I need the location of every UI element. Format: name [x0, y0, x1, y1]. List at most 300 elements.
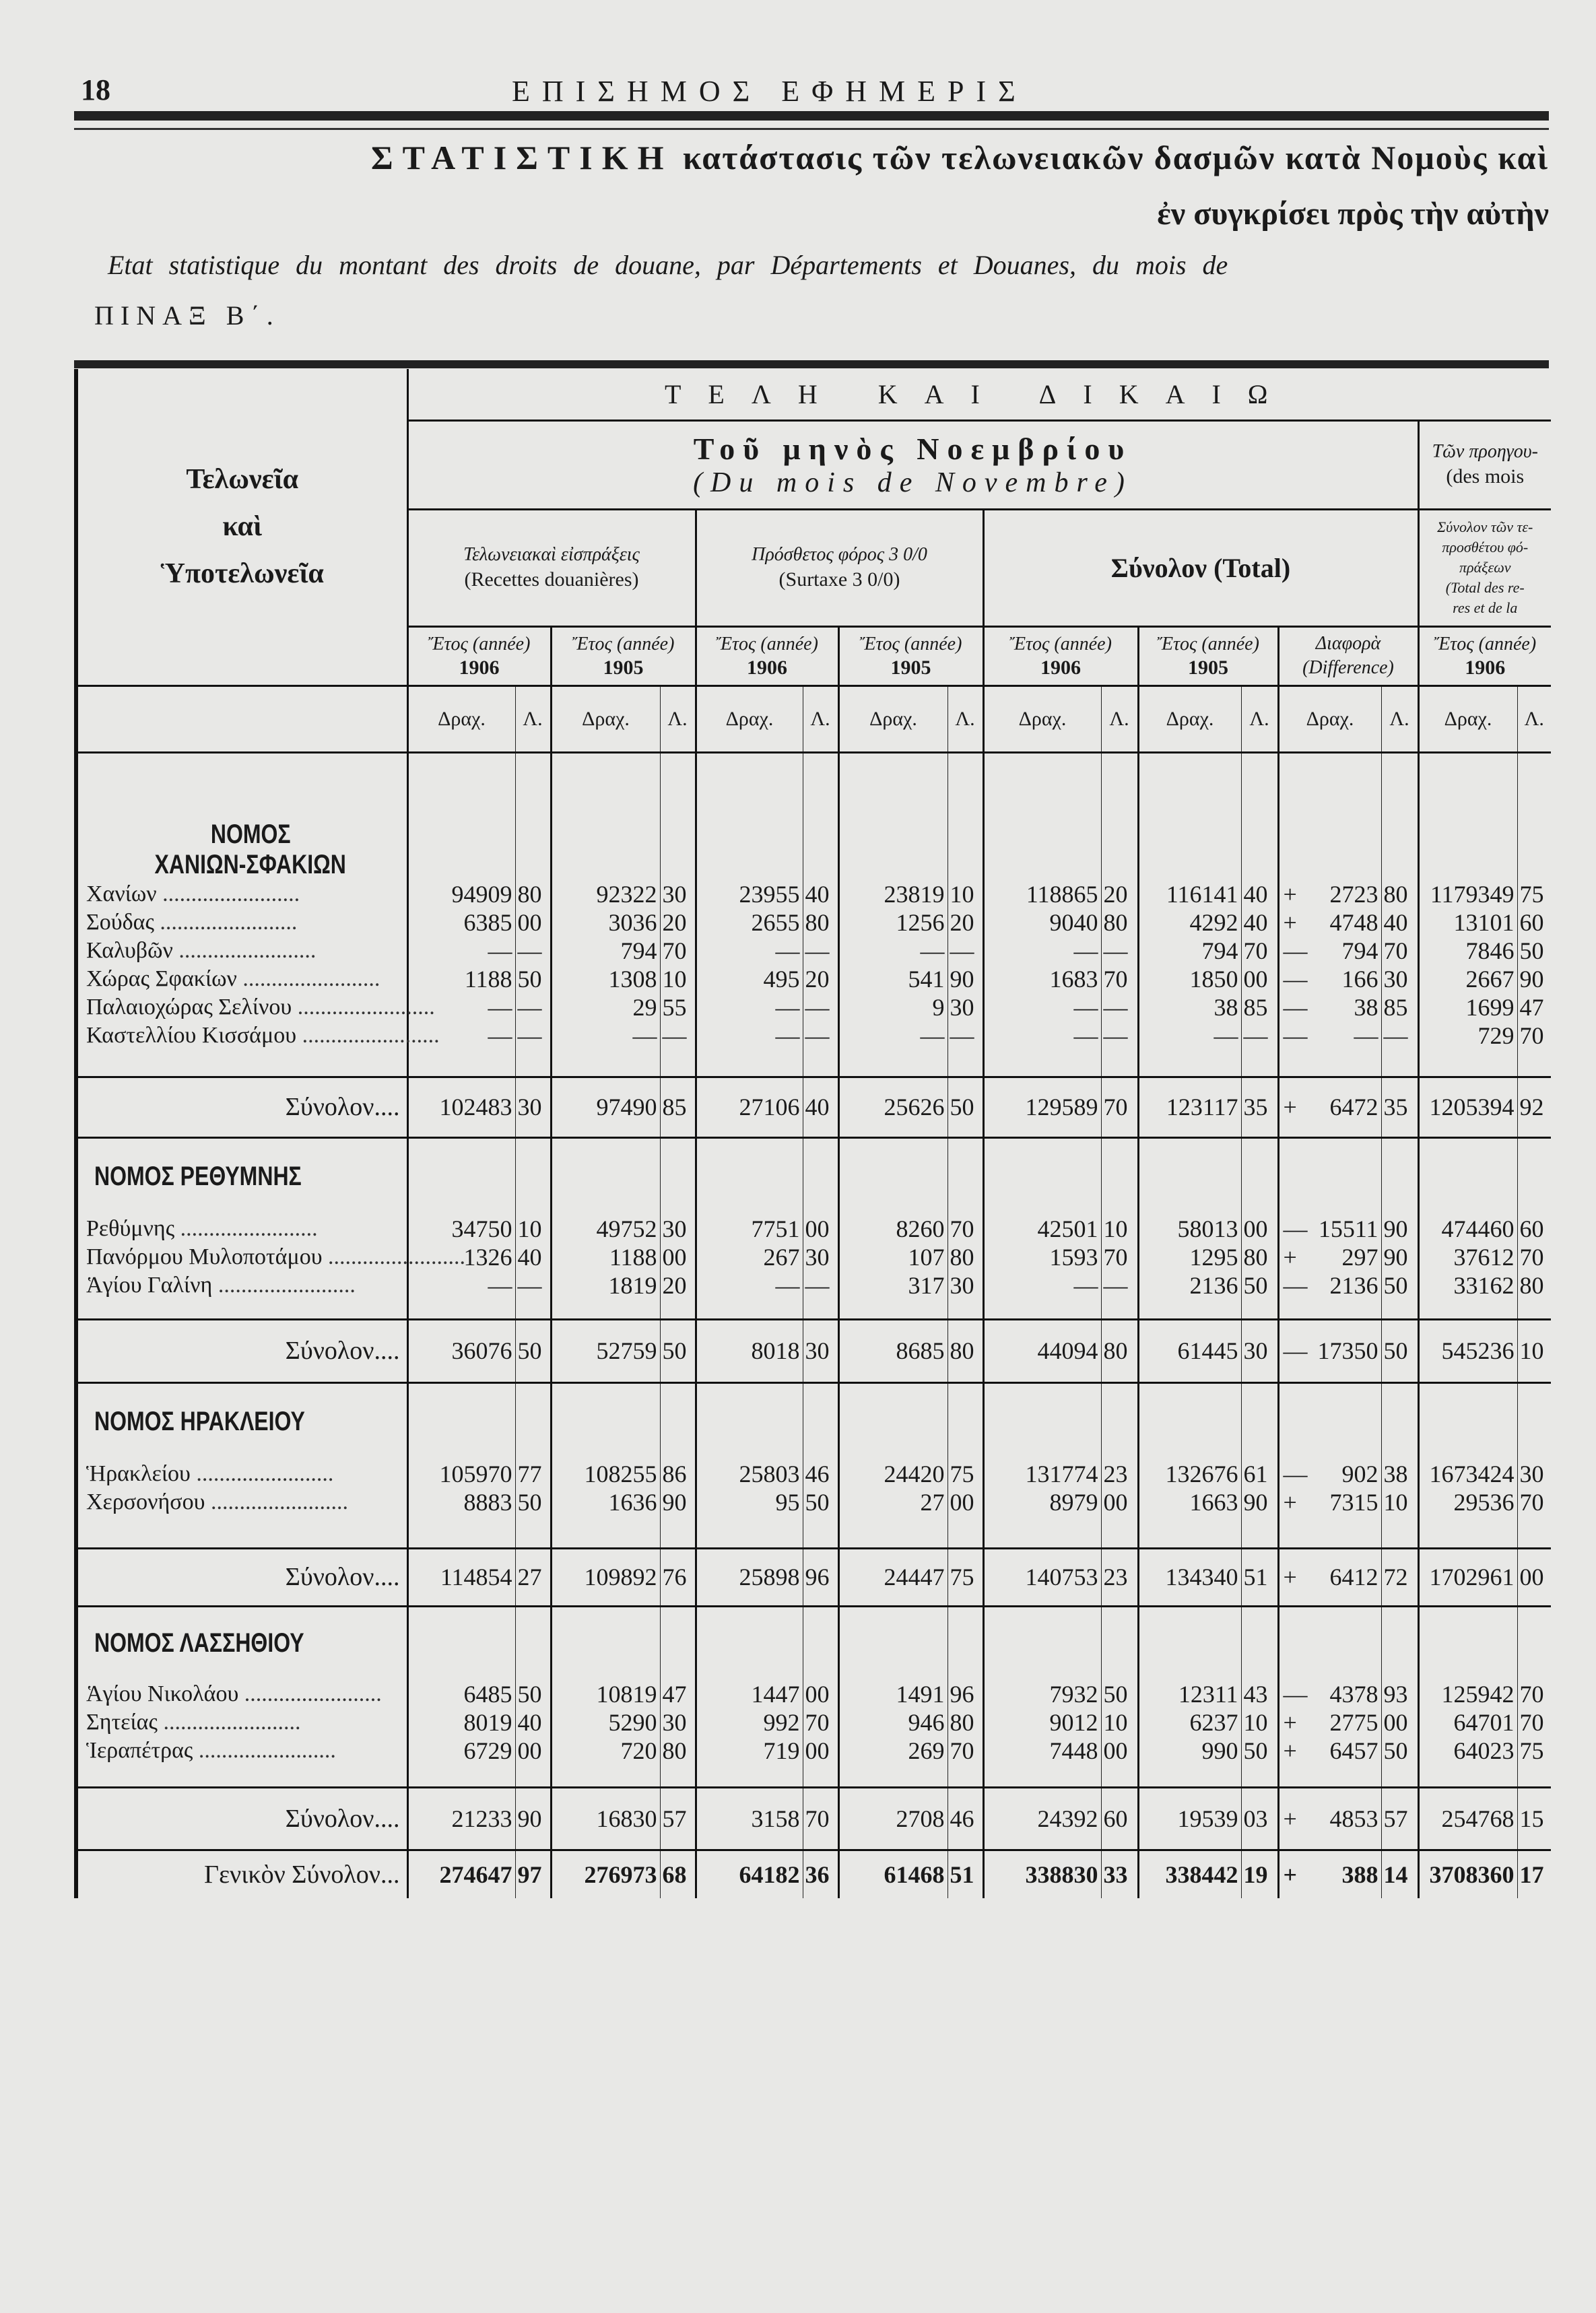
- lepta-cell: 10: [1517, 1319, 1551, 1382]
- header-offices-line: Τελωνεῖα: [186, 464, 299, 496]
- lepta-cell: 80: [947, 1708, 983, 1737]
- spacer-cell: [983, 1765, 1101, 1787]
- header-year: [838, 626, 983, 685]
- leader-dots: ........................: [292, 995, 435, 1019]
- lepta-cell: 70: [947, 1215, 983, 1243]
- lepta-cell: 00: [660, 1243, 696, 1271]
- drachma-cell: 27106: [696, 1077, 803, 1137]
- spacer-cell: [660, 1137, 696, 1215]
- lepta-cell: 90: [947, 965, 983, 993]
- spacer-cell: [515, 752, 551, 880]
- table-row: [76, 1243, 1551, 1271]
- lepta-cell: 60: [1101, 1787, 1138, 1850]
- difference-sign: —: [1283, 1337, 1308, 1364]
- lepta-cell: 75: [1519, 881, 1544, 908]
- drachma-cell: 254768: [1418, 1787, 1517, 1850]
- header-group-total: Σύνολον (Total): [983, 509, 1418, 626]
- spacer-cell: [947, 1765, 983, 1787]
- spacer-cell: [1101, 1050, 1138, 1077]
- section-title-row: [76, 752, 1551, 880]
- lepta-cell: 50: [515, 1488, 551, 1516]
- lepta-cell: 76: [660, 1548, 696, 1606]
- spacer-cell: [660, 1516, 696, 1548]
- table-row: [76, 908, 1551, 937]
- table-row: [76, 993, 1551, 1021]
- lepta-cell: —: [660, 1021, 696, 1050]
- lepta-cell: 60: [1519, 1215, 1544, 1242]
- header-year: [983, 626, 1138, 685]
- header-group-receipts: [407, 509, 696, 626]
- difference-sign: —: [1283, 937, 1308, 964]
- drachma-cell: 794: [551, 937, 660, 965]
- drachma-cell: 269: [838, 1737, 947, 1765]
- drachma-cell: 12311: [1138, 1680, 1241, 1708]
- spacer-cell: [1381, 1516, 1418, 1548]
- lepta-cell: 92: [1517, 1077, 1551, 1137]
- year-label: Ἔτος (année): [716, 634, 818, 655]
- lepta-cell: 00: [803, 1680, 838, 1708]
- drachma-cell: 24420: [838, 1460, 947, 1488]
- difference-sign: +: [1283, 881, 1297, 908]
- lepta-cell: 20: [803, 965, 838, 993]
- lepta-cell: 46: [947, 1787, 983, 1850]
- lepta-cell: 85: [1381, 993, 1418, 1021]
- lepta-cell: 75: [947, 1460, 983, 1488]
- section-title-row: [76, 1606, 1551, 1680]
- lepta-cell: 80: [947, 1319, 983, 1382]
- drachma-cell: 61468: [838, 1850, 947, 1898]
- french-title: Etat statistique du montant des droits de douane, par Départements et Douanes, du mois de: [108, 250, 1228, 280]
- spacer-cell: [1138, 1382, 1241, 1460]
- drachma-cell: 29: [551, 993, 660, 1021]
- lepta-cell: 46: [803, 1460, 838, 1488]
- table-row: [76, 1680, 1551, 1708]
- lepta-cell: 57: [1381, 1787, 1418, 1850]
- lepta-cell: 70: [1519, 1489, 1544, 1516]
- spacer-cell: [803, 1050, 838, 1077]
- lepta-cell: —: [803, 1271, 838, 1300]
- unit-lepta: Λ.: [1381, 685, 1418, 752]
- drachma-cell: 7751: [696, 1215, 803, 1243]
- spacer-cell: [1381, 1765, 1418, 1787]
- spacer-cell: [803, 1765, 838, 1787]
- drachma-cell: 495: [696, 965, 803, 993]
- drachma-cell: 794: [1138, 937, 1241, 965]
- spacer-cell: [1101, 1137, 1138, 1215]
- header-offices: [76, 369, 407, 685]
- lepta-cell: 80: [1101, 1319, 1138, 1382]
- lepta-cell: 43: [1241, 1680, 1278, 1708]
- drachma-cell: 49752: [551, 1215, 660, 1243]
- difference-value: 2136: [1329, 1272, 1378, 1299]
- difference-drachma: [1278, 937, 1381, 965]
- spacer-cell: [1241, 1050, 1278, 1077]
- lepta-cell: 00: [515, 1737, 551, 1765]
- drachma-cell: 6485: [407, 1680, 515, 1708]
- office-name: [76, 993, 435, 1021]
- total-label-text: Σύνολον: [285, 1804, 374, 1833]
- spacer-cell: [1278, 1137, 1381, 1215]
- difference-drachma: [1278, 1460, 1381, 1488]
- difference-sign: +: [1283, 1737, 1297, 1764]
- lepta-cell: 30: [947, 1271, 983, 1300]
- spacer-cell: [983, 1050, 1101, 1077]
- lepta-cell: 80: [1519, 1272, 1544, 1299]
- header-year: [1418, 626, 1551, 685]
- lepta-cell: 40: [1241, 908, 1278, 937]
- difference-sign: +: [1283, 1861, 1298, 1888]
- group-fr: (Recettes douanières): [464, 568, 639, 591]
- lepta-cell: 10: [1101, 1215, 1138, 1243]
- spacer-cell: [407, 1765, 515, 1787]
- lepta-cell: 00: [1241, 965, 1278, 993]
- total-label-text: Σύνολον: [285, 1337, 374, 1365]
- drachma-cell: 545236: [1418, 1319, 1517, 1382]
- drachma-cell: 3036: [551, 908, 660, 937]
- header-month-gr: Τοῦ μηνὸς Νοεμβρίου: [693, 431, 1133, 466]
- difference-drachma: [1278, 1319, 1381, 1382]
- drachma-cell: 25626: [838, 1077, 947, 1137]
- spacer-cell: [1517, 1300, 1551, 1319]
- spacer-cell: [803, 752, 838, 880]
- lepta-cell: 00: [1101, 1488, 1138, 1516]
- lepta-cell: 30: [947, 993, 983, 1021]
- spacer-cell: [803, 1516, 838, 1548]
- total-label: [76, 1548, 407, 1606]
- lepta-cell: 00: [947, 1488, 983, 1516]
- drachma-cell: 1256: [838, 908, 947, 937]
- drachma-cell: 1683: [983, 965, 1101, 993]
- lepta-cell: 70: [1381, 937, 1418, 965]
- difference-sign: +: [1283, 1244, 1297, 1271]
- lepta-cell: 70: [947, 1737, 983, 1765]
- spacer-cell: [407, 1516, 515, 1548]
- drachma-cell: 7932: [983, 1680, 1101, 1708]
- difference-value: 38: [1354, 994, 1378, 1021]
- office-name: [76, 1271, 407, 1300]
- lepta-cell: 51: [1241, 1548, 1278, 1606]
- lepta-cell: 86: [660, 1460, 696, 1488]
- spacer-cell: [696, 1765, 803, 1787]
- header-prev-gr: Τῶν προηγου-: [1432, 441, 1538, 462]
- spacer-cell: [947, 752, 983, 880]
- section-title: ΝΟΜΟΣ ΡΕΘΥΜΝΗΣ: [94, 1161, 302, 1191]
- drachma-cell: 134340: [1138, 1548, 1241, 1606]
- difference-drachma: [1278, 1243, 1381, 1271]
- drachma-cell: 114854: [407, 1548, 515, 1606]
- lepta-cell: 23: [1101, 1548, 1138, 1606]
- spacer-cell: [1418, 1516, 1517, 1548]
- spacer-cell: [515, 1516, 551, 1548]
- spacer-cell: [1241, 1606, 1278, 1680]
- lepta-cell: 33: [1101, 1850, 1138, 1898]
- lepta-cell: 50: [1381, 1319, 1418, 1382]
- lepta-cell: 90: [660, 1488, 696, 1516]
- spacer-cell: [1418, 1765, 1517, 1787]
- drachma-cell: 990: [1138, 1737, 1241, 1765]
- spacer-cell: [1138, 1606, 1241, 1680]
- office-name: [76, 965, 407, 993]
- office-name: [76, 1243, 466, 1271]
- spacer-cell: [76, 1516, 407, 1548]
- lepta-cell: 35: [1381, 1077, 1418, 1137]
- unit-drachma: Δραχ.: [1138, 685, 1241, 752]
- lepta-cell: —: [1101, 1271, 1138, 1300]
- lepta-cell: 10: [660, 965, 696, 993]
- difference-sign: +: [1283, 1489, 1297, 1516]
- lepta-cell: 30: [660, 1215, 696, 1243]
- drachma-cell: 94909: [407, 880, 515, 908]
- lepta-cell: —: [1381, 1021, 1418, 1050]
- drachma-cell: 42501: [983, 1215, 1101, 1243]
- drachma-cell: 2136: [1138, 1271, 1241, 1300]
- drachma-cell: —: [407, 937, 515, 965]
- lepta-cell: 97: [515, 1850, 551, 1898]
- leader-dots: ........................: [174, 1216, 318, 1241]
- drachma-cell: 29536: [1418, 1488, 1517, 1516]
- lepta-cell: 00: [803, 1737, 838, 1765]
- spacer-cell: [407, 1606, 515, 1680]
- spacer-cell: [76, 1050, 407, 1077]
- spacer-cell: [551, 1300, 660, 1319]
- lepta-cell: 30: [803, 1319, 838, 1382]
- lepta-cell: 00: [803, 1215, 838, 1243]
- spacer-cell: [76, 1300, 407, 1319]
- lepta-cell: 17: [1517, 1850, 1551, 1898]
- lepta-cell: —: [947, 937, 983, 965]
- lepta-cell: —: [1101, 1021, 1138, 1050]
- lepta-cell: 03: [1241, 1787, 1278, 1850]
- lepta-cell: 10: [1241, 1708, 1278, 1737]
- section-title-row: [76, 1382, 1551, 1460]
- lepta-cell: 70: [1101, 965, 1138, 993]
- drachma-cell: 5290: [551, 1708, 660, 1737]
- lepta-cell: 15: [1517, 1787, 1551, 1850]
- unit-lepta: Λ.: [515, 685, 551, 752]
- lepta-cell: 10: [1381, 1488, 1418, 1516]
- difference-drachma: [1278, 1077, 1381, 1137]
- difference-value: 15511: [1318, 1215, 1378, 1242]
- spacer-cell: [1381, 1300, 1418, 1319]
- spacer-cell: [696, 1382, 803, 1460]
- difference-drachma: [1278, 880, 1381, 908]
- spacer-cell: [1138, 1050, 1241, 1077]
- spacer-cell: [696, 752, 803, 880]
- drachma-cell: 1188: [407, 965, 515, 993]
- table-row: [76, 1021, 1551, 1050]
- spacer-row: [76, 1516, 1551, 1548]
- drachma-cell: 125942: [1418, 1680, 1517, 1708]
- drachma-cell: —: [1138, 1021, 1241, 1050]
- lepta-cell: —: [515, 1021, 551, 1050]
- lepta-cell: 60: [1519, 909, 1544, 936]
- difference-drachma: [1278, 1680, 1381, 1708]
- lepta-cell: —: [803, 1021, 838, 1050]
- leader-dots: ....: [374, 1563, 400, 1591]
- lepta-cell: 50: [515, 965, 551, 993]
- leader-dots: ........................: [238, 1681, 382, 1706]
- spacer-cell: [1381, 1050, 1418, 1077]
- unit-spacer: [76, 685, 407, 752]
- lepta-cell: 70: [1519, 1244, 1544, 1271]
- drachma-cell: 123117: [1138, 1077, 1241, 1137]
- drachma-cell: 1593: [983, 1243, 1101, 1271]
- unit-drachma: Δραχ.: [1278, 685, 1381, 752]
- lepta-cell: 61: [1241, 1460, 1278, 1488]
- lepta-cell: 77: [515, 1460, 551, 1488]
- spacer-cell: [407, 1050, 515, 1077]
- drachma-cell: 108255: [551, 1460, 660, 1488]
- lepta-cell: —: [1101, 937, 1138, 965]
- drachma-cell: —: [838, 937, 947, 965]
- drachma-cell: 541: [838, 965, 947, 993]
- spacer-cell: [515, 1606, 551, 1680]
- spacer-cell: [1101, 1516, 1138, 1548]
- lepta-cell: 70: [1519, 1709, 1544, 1736]
- office-name: [76, 1680, 407, 1708]
- spacer-cell: [515, 1382, 551, 1460]
- lepta-cell: 70: [803, 1787, 838, 1850]
- header-year: [407, 626, 551, 685]
- unit-drachma: Δραχ.: [983, 685, 1101, 752]
- unit-drachma: Δραχ.: [838, 685, 947, 752]
- lepta-cell: 50: [1101, 1680, 1138, 1708]
- spacer-cell: [1381, 1606, 1418, 1680]
- lepta-cell: 50: [1381, 1737, 1418, 1765]
- lepta-cell: 40: [515, 1243, 551, 1271]
- lepta-cell: 20: [660, 908, 696, 937]
- spacer-cell: [551, 1050, 660, 1077]
- spacer-cell: [1101, 752, 1138, 880]
- leader-dots: ........................: [172, 938, 317, 963]
- lepta-cell: 90: [1381, 1243, 1418, 1271]
- table-label: ΠΙΝΑΞ Β΄.: [94, 300, 280, 331]
- lepta-cell: —: [1241, 1021, 1278, 1050]
- difference-sign: —: [1283, 1215, 1308, 1242]
- year-value: 1906: [1040, 657, 1081, 679]
- spacer-cell: [947, 1606, 983, 1680]
- difference-value: 2723: [1329, 881, 1378, 908]
- spacer-cell: [983, 1606, 1101, 1680]
- spacer-cell: [1101, 1382, 1138, 1460]
- drachma-cell: 95: [696, 1488, 803, 1516]
- grand-total-label-text: Γενικὸν Σύνολον: [204, 1860, 380, 1889]
- lepta-cell: —: [515, 993, 551, 1021]
- leader-dots: ........................: [156, 881, 300, 906]
- drachma-cell: —: [696, 1021, 803, 1050]
- spacer-cell: [1517, 1137, 1551, 1215]
- lepta-cell: 35: [1241, 1077, 1278, 1137]
- drachma-cell: —: [838, 1021, 947, 1050]
- spacer-cell: [1278, 1300, 1381, 1319]
- difference-sign: —: [1283, 1681, 1308, 1708]
- lepta-cell: 57: [660, 1787, 696, 1850]
- drachma-cell: 1326: [407, 1243, 515, 1271]
- difference-drachma: [1278, 1488, 1381, 1516]
- drachma-cell: 2655: [696, 908, 803, 937]
- difference-value: 166: [1341, 966, 1378, 993]
- difference-sign: —: [1283, 1461, 1308, 1487]
- drachma-cell: 105970: [407, 1460, 515, 1488]
- unit-lepta: Λ.: [1517, 685, 1551, 752]
- year-value: 1905: [1188, 657, 1228, 679]
- drachma-cell: —: [696, 1271, 803, 1300]
- spacer-cell: [551, 1606, 660, 1680]
- drachma-cell: 2708: [838, 1787, 947, 1850]
- lepta-cell: 50: [1519, 937, 1544, 964]
- leader-dots: ........................: [212, 1273, 356, 1298]
- lepta-cell: 00: [1517, 1548, 1551, 1606]
- drachma-cell: 64182: [696, 1850, 803, 1898]
- drachma-cell: 102483: [407, 1077, 515, 1137]
- office-name: [76, 1708, 407, 1737]
- year-label: Ἔτος (année): [428, 634, 531, 655]
- office-name-text: Σούδας: [86, 910, 154, 935]
- spacer-cell: [696, 1137, 803, 1215]
- header-year: [696, 626, 838, 685]
- spacer-cell: [1278, 1050, 1381, 1077]
- group-gr: Πρόσθετος φόρος 3 0/0: [752, 544, 927, 565]
- difference-value: 6457: [1329, 1737, 1378, 1764]
- spacer-cell: [838, 1606, 947, 1680]
- spacer-cell: [1138, 1137, 1241, 1215]
- drachma-cell: 474460: [1418, 1215, 1517, 1243]
- drachma-cell: 992: [696, 1708, 803, 1737]
- drachma-cell: 276973: [551, 1850, 660, 1898]
- difference-drachma: [1278, 1737, 1381, 1765]
- difference-drachma: [1278, 993, 1381, 1021]
- spacer-cell: [515, 1765, 551, 1787]
- drachma-cell: 6237: [1138, 1708, 1241, 1737]
- drachma-cell: 317: [838, 1271, 947, 1300]
- spacer-cell: [515, 1300, 551, 1319]
- spacer-cell: [983, 1300, 1101, 1319]
- drachma-cell: 338830: [983, 1850, 1101, 1898]
- difference-value: 902: [1341, 1461, 1378, 1487]
- drachma-cell: 8685: [838, 1319, 947, 1382]
- difference-sign: —: [1283, 1022, 1308, 1049]
- year-label: Ἔτος (année): [859, 634, 962, 655]
- lepta-cell: 72: [1381, 1548, 1418, 1606]
- drachma-cell: 1491: [838, 1680, 947, 1708]
- lepta-cell: 80: [515, 880, 551, 908]
- spacer-cell: [696, 1606, 803, 1680]
- spacer-cell: [1278, 1765, 1381, 1787]
- spacer-cell: [1517, 1382, 1551, 1460]
- title-spaced: ΣΤΑΤΙΣΤΙΚΗ: [370, 139, 673, 176]
- difference-value: 17350: [1317, 1337, 1378, 1364]
- drachma-cell: 1673424: [1418, 1460, 1517, 1488]
- drachma-cell: 7846: [1418, 937, 1517, 965]
- drachma-cell: —: [983, 1271, 1101, 1300]
- leader-dots: ........................: [154, 910, 298, 935]
- office-name: [76, 1737, 407, 1765]
- total-label: [76, 1787, 407, 1850]
- lepta-cell: 70: [1519, 1022, 1544, 1049]
- office-name-text: Παλαιοχώρας Σελίνου: [86, 995, 292, 1019]
- spacer-cell: [1101, 1765, 1138, 1787]
- drachma-cell: 64701: [1418, 1708, 1517, 1737]
- total-label-text: Σύνολον: [285, 1093, 374, 1121]
- difference-drachma: [1278, 1850, 1381, 1898]
- lepta-cell: 70: [660, 937, 696, 965]
- lepta-cell: —: [803, 993, 838, 1021]
- lepta-cell: 30: [803, 1243, 838, 1271]
- office-name-text: Χερσονήσου: [86, 1489, 205, 1514]
- prev-group-line: Σύνολον τῶν τε-: [1437, 518, 1533, 535]
- drachma-cell: —: [407, 993, 515, 1021]
- drachma-cell: —: [983, 993, 1101, 1021]
